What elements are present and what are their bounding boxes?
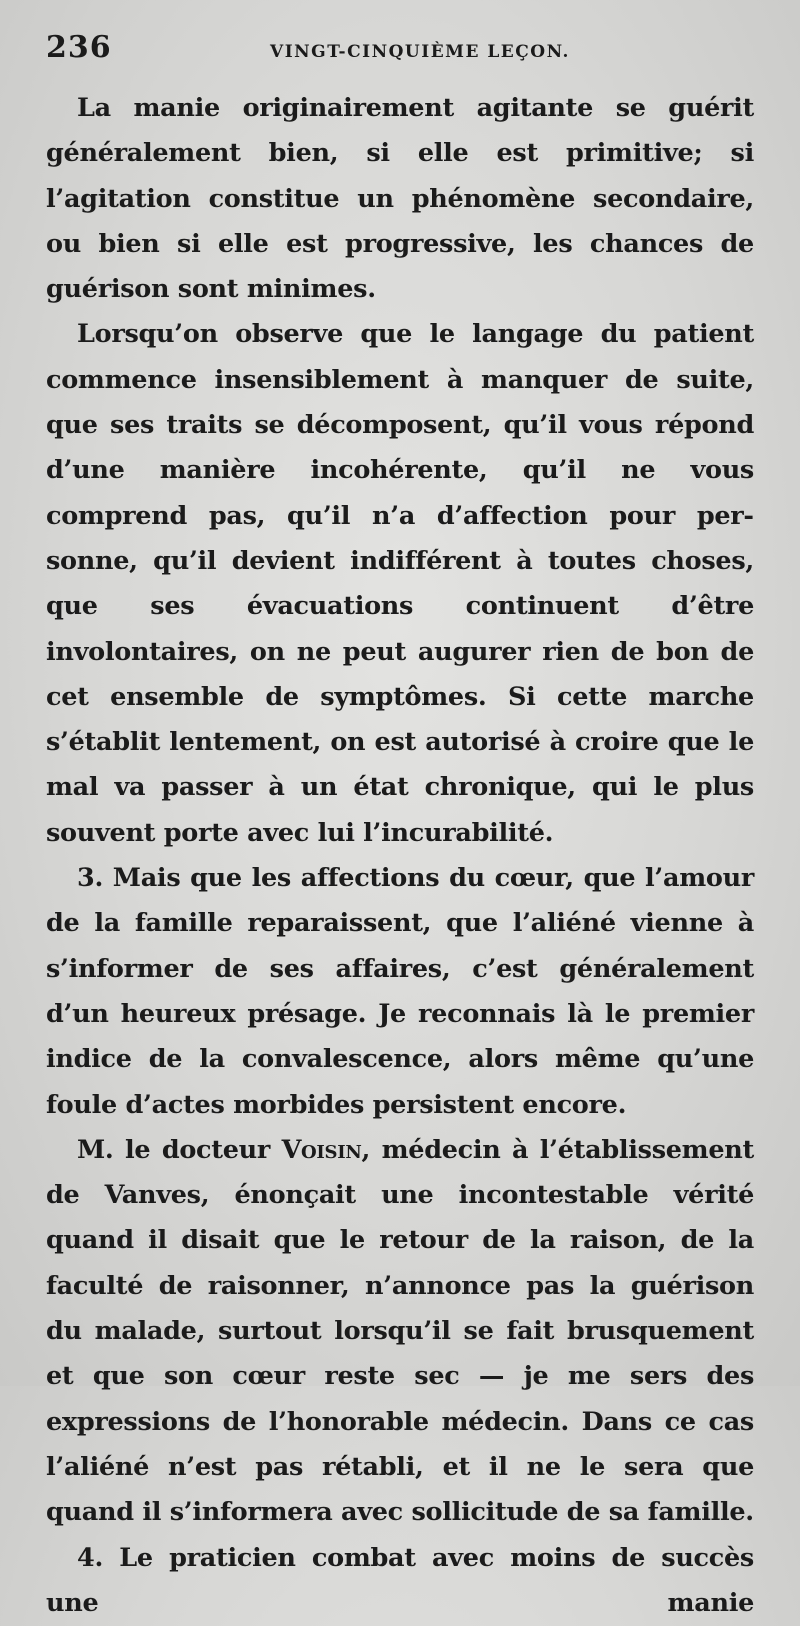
paragraph-4 (46, 1128, 754, 1536)
author-name: Voisin (282, 1135, 362, 1165)
paragraph-2: Lorsqu’on observe que le langage du patient commence insensiblement à manquer de suite, que ses traits se décomposent, qu’il vous répond d’une manière incohérente, qu’il ne vous comprend pas, qu’il n’a d’affection pour personne, qu’il devient indifférent à toutes choses, que ses évacuations continuent d’être involontaires, on ne peut augurer rien de bon de cet ensemble de symptômes. Si cette marche s’établit lentement, on est autorisé à croire que le mal va passer à un état chronique, qui le plus souvent porte avec lui l’incurabilité. (46, 312, 754, 856)
paragraph-3: 3. Mais que les affections du cœur, que l’amour de la famille reparaissent, que l’aliéné vienne à s’informer de ses affaires, c’est généralement d’un heureux présage. Je reconnais là le premier indice de la convalescence, alors même qu’une foule d’actes morbides persistent encore. (46, 856, 754, 1128)
page-header (46, 30, 754, 70)
paragraph-4-rest: , médecin à l’établissement de Vanves, énonçait une incontestable vérité quand il disait que le retour de la raison, de la faculté de raisonner, n’annonce pas la guérison du malade, surtout lorsqu’il se fait brusquement et que son cœur reste sec — je me sers des expressions de l’honorable médecin. Dans ce cas l’aliéné n’est pas rétabli, et il ne le sera que quand il s’informera avec sollicitude de sa famille. (46, 1135, 754, 1527)
paragraph-1: La manie originairement agitante se guérit généralement bien, si elle est primitive; si l’agitation constitue un phénomène secondaire, ou bien si elle est progressive, les chances de guérison sont minimes. (46, 86, 754, 312)
running-head: VINGT-CINQUIÈME LEÇON. (270, 42, 570, 62)
paragraph-4-start: M. le docteur (77, 1135, 282, 1165)
page-number: 236 (46, 30, 112, 65)
body-text (46, 86, 754, 1626)
paragraph-5: 4. Le praticien combat avec moins de succès une manie (46, 1536, 754, 1626)
